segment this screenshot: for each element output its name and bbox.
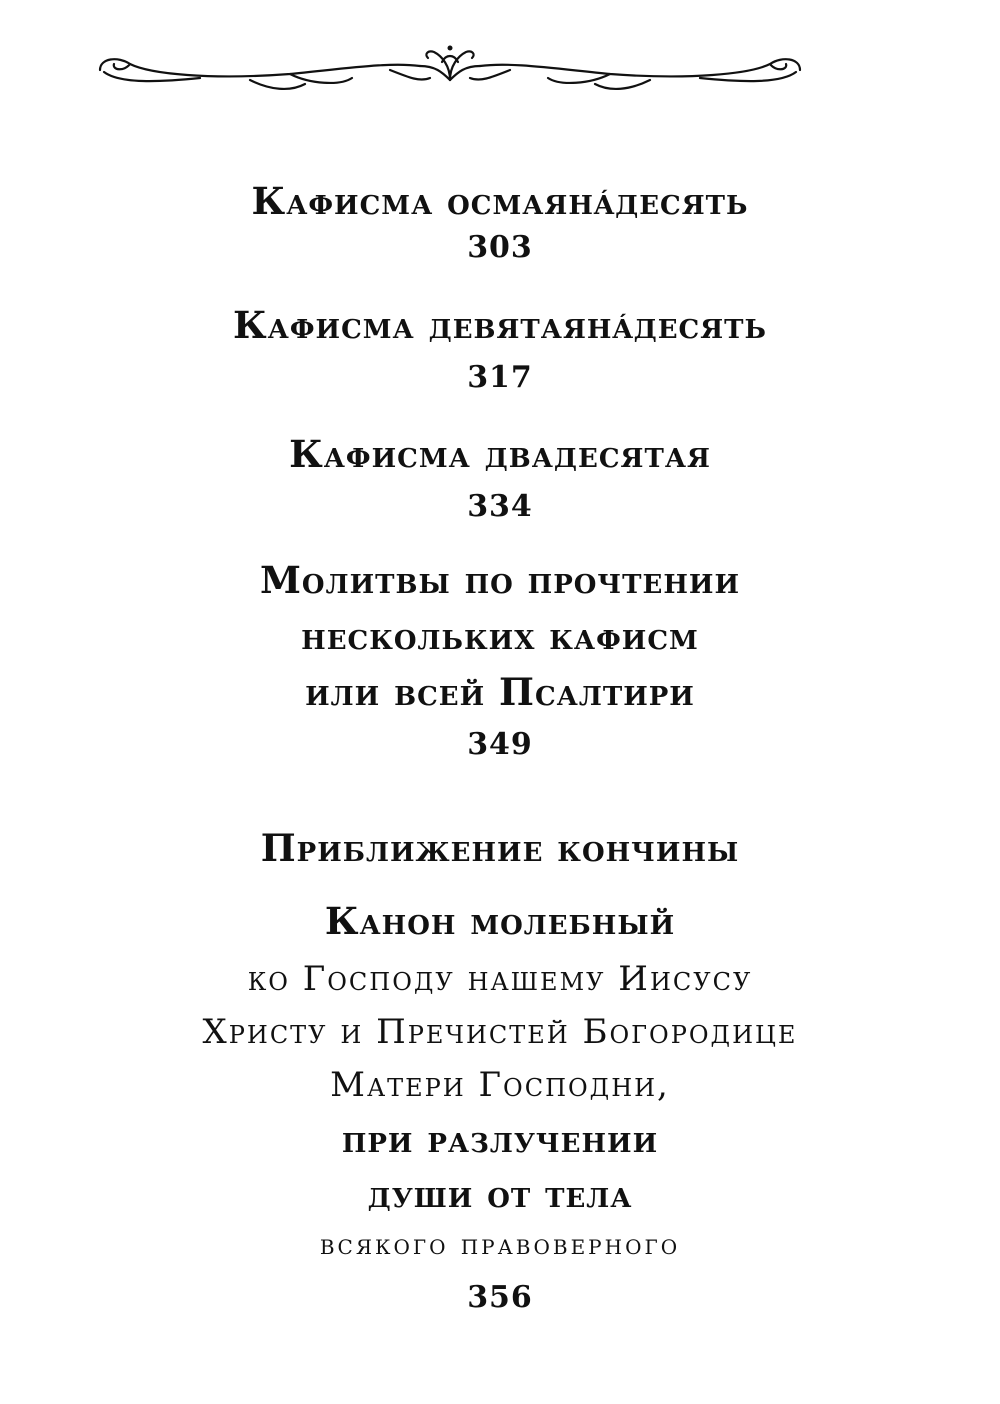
- entry-page-1: 303: [467, 230, 533, 265]
- canon-page: 356: [467, 1280, 533, 1315]
- entry-title-4-line-2[interactable]: нескольких кафисм: [301, 614, 699, 658]
- canon-tail: всякого правоверного: [319, 1227, 681, 1261]
- entry-title-1[interactable]: Кафисма осмаянáдесять: [251, 179, 749, 223]
- scroll-flourish-icon: [90, 40, 810, 102]
- canon-title[interactable]: Канон молебный: [324, 899, 676, 943]
- canon-line-3: Матери Господни,: [330, 1065, 670, 1105]
- entry-page-2: 317: [467, 360, 533, 395]
- canon-line-1: ко Господу нашему Иисусу: [247, 959, 753, 999]
- canon-bold-line-2: души от тела: [367, 1172, 633, 1216]
- entry-title-2[interactable]: Кафисма девятаянáдесять: [233, 303, 767, 347]
- canon-bold-line-1: при разлучении: [341, 1117, 659, 1161]
- entry-title-3[interactable]: Кафисма двадесятая: [289, 432, 711, 476]
- entry-page-3: 334: [467, 489, 533, 524]
- entry-page-4: 349: [467, 727, 533, 762]
- entry-title-4-line-1[interactable]: Молитвы по прочтении: [259, 558, 741, 602]
- entry-title-4-line-3[interactable]: или всей Псалтири: [305, 670, 695, 714]
- section-title: Приближение кончины: [260, 826, 740, 870]
- canon-line-2: Христу и Пречистей Богородице: [202, 1012, 798, 1052]
